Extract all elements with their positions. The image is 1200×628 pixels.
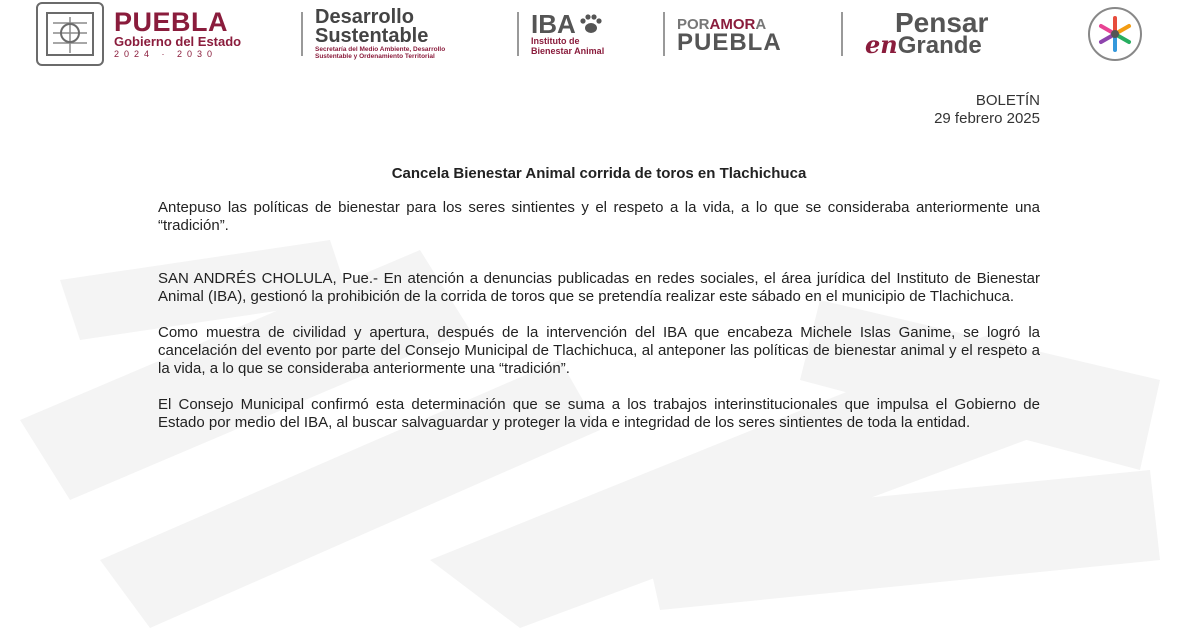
desarrollo-line2: Sustentable — [315, 25, 429, 47]
amor-puebla: PUEBLA — [677, 29, 782, 56]
bulletin-paragraph: El Consejo Municipal confirmó esta determinación que se suma a los trabajos interinstitucionales que impulsa el Gobierno de Estado por medio del IBA, al buscar salvaguardar y proteger la vida e integridad de los seres sintientes de toda la entidad. — [158, 396, 1040, 431]
pensar-en: en — [865, 29, 898, 59]
bulletin-paragraph: Como muestra de civilidad y apertura, después de la intervención del IBA que encabeza Michele Islas Ganime, se logró la cancelación del evento por parte del Consejo Municipal de Tlachichuca, al anteponer las políticas de bienestar animal y el respeto a la vida, a lo que se consideraba anteriormente una “tradición”. — [158, 324, 1040, 377]
por-amor-a-puebla-logo — [677, 16, 829, 56]
pensar-line1: Pensar — [895, 6, 989, 38]
iba-line2: Bienestar Animal — [531, 46, 605, 56]
pensar-en-grande-logo — [865, 6, 1045, 59]
desarrollo-caption2: Sustentable y Ordenamiento Territorial — [315, 53, 435, 60]
bulletin-paragraph: SAN ANDRÉS CHOLULA, Pue.- En atención a denuncias publicadas en redes sociales, el área jurídica del Instituto de Bienestar Animal (IBA), gestionó la prohibición de la corrida de toros que se pretendía realizar este sábado en el municipio de Tlachichuca. — [158, 270, 1040, 305]
paw-icon — [579, 13, 603, 35]
equality-emblem-icon — [1087, 6, 1143, 62]
bulletin-title: Cancela Bienestar Animal corrida de toros en Tlachichuca — [391, 165, 807, 182]
bulletin-body — [158, 92, 1040, 432]
bulletin-lead: Antepuso las políticas de bienestar para los seres sintientes y el respeto a la vida, a lo que se consideraba anteriormente una “tradición”. — [158, 199, 1040, 234]
puebla-logo-years: 2024 · 2030 — [114, 49, 218, 59]
logo-divider — [301, 12, 303, 56]
bulletin-date: 29 febrero 2025 — [934, 110, 1040, 127]
desarrollo-sustentable-logo — [315, 8, 505, 60]
puebla-logo-name: PUEBLA — [114, 7, 229, 37]
iba-logo — [531, 9, 651, 56]
bulletin-label: BOLETÍN — [975, 92, 1040, 109]
amor-por: POR — [677, 16, 710, 33]
iba-acronym: IBA — [531, 9, 576, 39]
puebla-government-logo — [114, 9, 289, 59]
desarrollo-caption1: Secretaría del Medio Ambiente, Desarrollo — [315, 46, 446, 53]
pensar-grande: Grande — [897, 31, 982, 59]
logo-divider — [841, 12, 843, 56]
puebla-logo-subtitle: Gobierno del Estado — [114, 34, 242, 49]
amor-a: A — [755, 16, 767, 33]
state-seal-icon — [36, 2, 104, 66]
logo-divider — [517, 12, 519, 56]
amor-amor: AMOR — [709, 16, 756, 33]
header-logos — [30, 0, 1180, 68]
logo-divider — [663, 12, 665, 56]
desarrollo-line1: Desarrollo — [315, 6, 414, 28]
iba-line1: Instituto de — [531, 36, 580, 46]
